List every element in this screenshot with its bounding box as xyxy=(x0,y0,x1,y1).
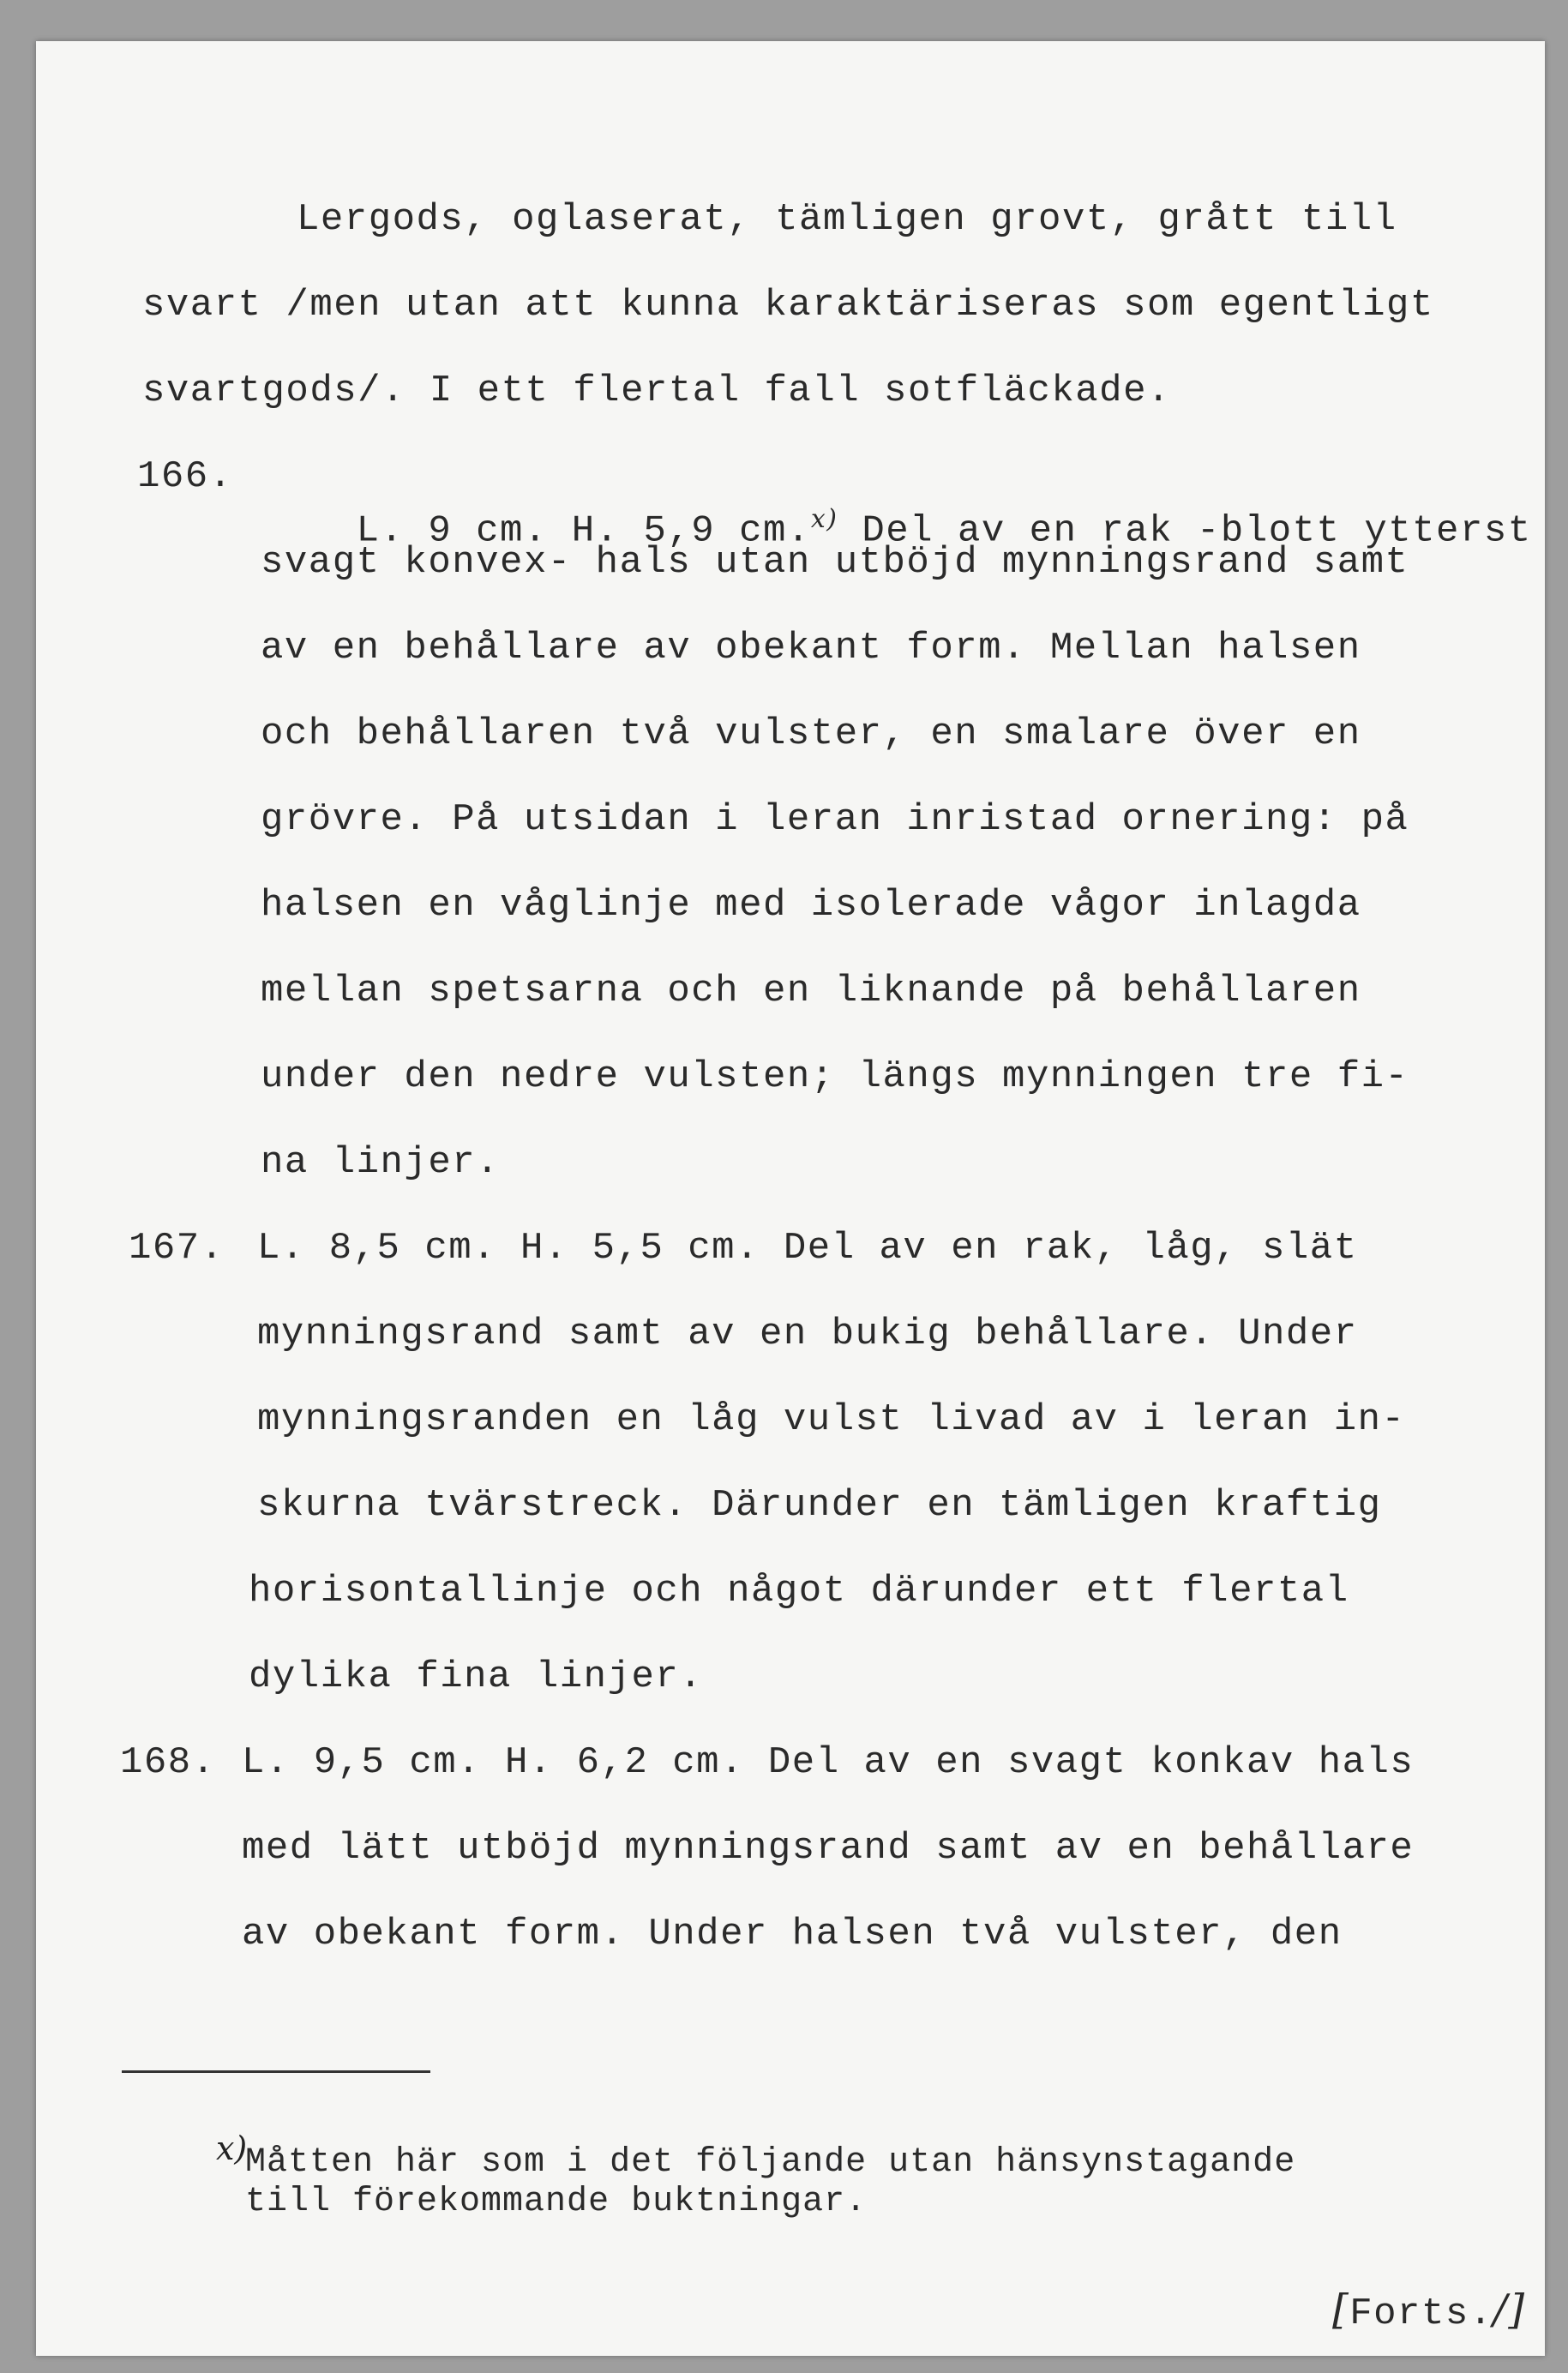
continuation-open-bracket: [ xyxy=(1332,2286,1350,2334)
document-page xyxy=(36,41,1545,2356)
footnote-reference-mark: x) xyxy=(810,504,838,534)
entry-168-number: 168. xyxy=(120,1741,216,1784)
entry-166-line: halsen en våglinje med isolerade vågor inlagda xyxy=(261,884,1361,927)
intro-line-3: svartgods/. I ett flertal fall sotfläckade. xyxy=(142,369,1171,412)
entry-167-number: 167. xyxy=(129,1227,225,1270)
entry-167-line: mynningsrand samt av en bukig behållare. Under xyxy=(257,1313,1358,1355)
entry-168-line: med lätt utböjd mynningsrand samt av en behållare xyxy=(242,1827,1415,1870)
entry-168-first-line: L. 9,5 cm. H. 6,2 cm. Del av en svagt konkav hals xyxy=(242,1741,1415,1784)
entry-166-line: av en behållare av obekant form. Mellan halsen xyxy=(261,627,1361,670)
entry-167-first-line: L. 8,5 cm. H. 5,5 cm. Del av en rak, låg, slät xyxy=(257,1227,1358,1270)
intro-line-1: Lergods, oglaserat, tämligen grovt, grått till xyxy=(297,198,1397,241)
entry-166-line: mellan spetsarna och en liknande på behållaren xyxy=(261,970,1361,1012)
entry-167-line: skurna tvärstreck. Därunder en tämligen kraftig xyxy=(257,1484,1382,1527)
entry-166-line: grövre. På utsidan i leran inristad ornering: på xyxy=(261,798,1409,841)
entry-166-first-line: L. 9 cm. H. 5,9 cm. xyxy=(356,509,811,553)
entry-166-number: 166. xyxy=(137,455,233,498)
footnote-mark: x) xyxy=(216,2130,248,2167)
entry-167-line: mynningsranden en låg vulst livad av i leran in- xyxy=(257,1398,1406,1441)
entry-166-line: och behållaren två vulster, en smalare över en xyxy=(261,712,1361,755)
intro-line-2: svart /men utan att kunna karaktäriseras som egentligt xyxy=(142,284,1434,327)
entry-168-line: av obekant form. Under halsen två vulster, den xyxy=(242,1913,1343,1955)
continuation-label: Forts. xyxy=(1349,2292,1493,2335)
continuation-close-bracket: /] xyxy=(1493,2286,1526,2334)
entry-166-line: na linjer. xyxy=(261,1141,501,1184)
entry-166-line: under den nedre vulsten; längs mynningen tre fi- xyxy=(261,1055,1409,1098)
footnote-line-1: Måtten här som i det följande utan hänsynstagande xyxy=(245,2143,1296,2182)
entry-167-line: dylika fina linjer. xyxy=(249,1655,704,1698)
footnote-line-2: till förekommande buktningar. xyxy=(245,2183,868,2221)
entry-167-line: horisontallinje och något därunder ett flertal xyxy=(249,1570,1349,1613)
continuation-marker xyxy=(1332,2286,1526,2335)
entry-166-first-line-rest: Del av en rak -blott ytterst xyxy=(862,509,1532,553)
entry-166-line: svagt konvex- hals utan utböjd mynningsrand samt xyxy=(261,541,1409,584)
footnote-rule xyxy=(122,2070,430,2073)
